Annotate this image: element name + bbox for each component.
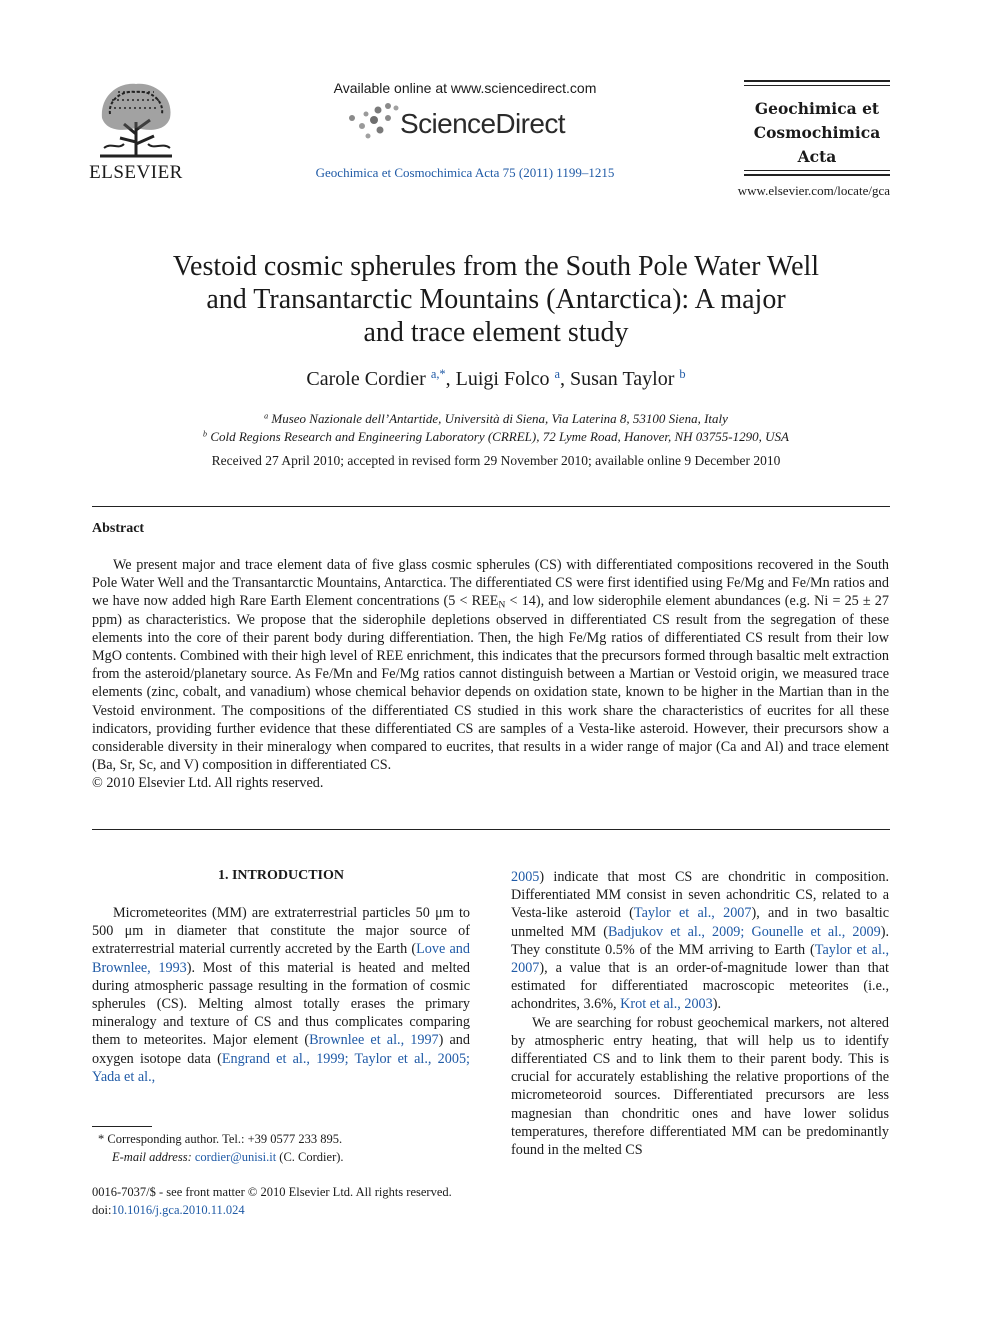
elsevier-tree-icon <box>94 78 178 160</box>
affiliation-key: b <box>203 429 208 439</box>
section-heading-introduction: 1. INTRODUCTION <box>217 868 344 883</box>
sciencedirect-logo[interactable] <box>344 100 594 146</box>
body-text: ), a value that is an order-of-magnitude lower than that estimated for differentiated macroscopic meteorites (i.e., achondrites, 3.6%, <box>511 960 889 1013</box>
journal-reference-link[interactable]: Geochimica et Cosmochimica Acta 75 (2011) 1199–1215 <box>315 165 615 180</box>
journal-title <box>744 97 890 169</box>
paper-title-line: and Transantarctic Mountains (Antarctica): A major <box>206 284 786 315</box>
sciencedirect-wordmark: ScienceDirect <box>400 108 565 139</box>
footnotes <box>92 1130 512 1166</box>
received-dates: Received 27 April 2010; accepted in revised form 29 November 2010; available online 9 December 2010 <box>211 453 781 468</box>
email-note <box>92 1148 512 1166</box>
intro-paragraph <box>511 868 889 1014</box>
affiliation-a <box>96 410 896 428</box>
journal-title-line: Acta <box>797 147 837 166</box>
author-separator: , <box>445 368 456 390</box>
abstract-copyright: © 2010 Elsevier Ltd. All rights reserved. <box>92 775 324 792</box>
doi-label: doi: <box>92 1203 112 1217</box>
email-link[interactable]: cordier@unisi.it <box>194 1150 277 1164</box>
abstract-text-part: We present major and trace element data of five glass cosmic spherules (CS) with differentiated compositions recovered in the South Pole Water Well and the Transantarctic Mountains, Antarctica. The differentiated CS were first identified using Fe/Mg and Fe/Mn ratios and we have now added high Rare Earth Element concentrations (5 < REE <box>92 557 889 610</box>
affiliations <box>96 410 896 446</box>
front-matter-copyright: 0016-7037/$ - see front matter © 2010 Elsevier Ltd. All rights reserved. <box>92 1185 452 1199</box>
journal-url[interactable]: www.elsevier.com/locate/gca <box>737 183 890 198</box>
citation-link[interactable]: Engrand et al., 1999; Taylor et al., 2005; Yada et al., <box>92 1050 470 1085</box>
footnote-rule <box>92 1126 152 1127</box>
abstract-body <box>92 556 889 793</box>
elsevier-logo <box>88 78 184 184</box>
author-affiliation-marker[interactable]: a <box>554 367 561 382</box>
citation-link[interactable]: Taylor et al., 2007 <box>633 905 752 922</box>
author-name[interactable]: Carole Cordier <box>306 368 426 390</box>
abstract-text-part: < 14), and low siderophile element abundances (e.g. Ni = 25 ± 27 ppm) as characteristics. We propose that the siderophile depletions observed in differentiated CS result from the segregation of these elements into the core of their parent body during differentiation. Then, the high Fe/Mg ratios of differentiated CS result from their low MgO contents. Combined with their high level of REE enrichment, this indicates that the precursors formed through basaltic melt extraction from the asteroid/planetary source. As Fe/Mn and Fe/Mg ratios cannot distinguish between a Martian or Vestoid origin, we measured trace elements (zinc, cobalt, and vanadium) whose chemical behavior depends on oxidation state, known to be higher in the Martian than in the Vestoid environment. The compositions of the differentiated CS studied in this work share the characteristics of eucrites for all these indicators, providing further evidence that these differentiated CS are samples of a Vesta-like asteroid. However, their precursors show a considerable diversity in their mineralogy when compared to eucrites, that results in a wider range of major (Ca and Al) and trace element (Ba, Sr, Sc, and V) composition in differentiated CS. <box>92 593 889 774</box>
abstract-heading: Abstract <box>92 521 145 536</box>
front-matter <box>92 1183 572 1219</box>
sciencedirect-dots-icon <box>344 102 400 142</box>
abstract-text <box>92 556 889 774</box>
paper-title <box>96 250 896 349</box>
email-label: E-mail address: <box>112 1150 192 1164</box>
journal-title-line: Geochimica et <box>754 99 880 118</box>
abstract-top-rule <box>92 506 890 507</box>
intro-right-column <box>511 868 889 1159</box>
paper-title-line: Vestoid cosmic spherules from the South Pole Water Well <box>172 251 820 282</box>
citation-link[interactable]: Krot et al., 2003 <box>620 996 713 1013</box>
corresponding-author-note: * Corresponding author. Tel.: +39 0577 233 895. <box>98 1132 343 1146</box>
citation-link[interactable]: Love and Brownlee, 1993 <box>92 941 470 976</box>
journal-title-line: Cosmochimica <box>753 123 881 142</box>
author-name[interactable]: Susan Taylor <box>570 368 675 390</box>
affiliation-key: a <box>264 411 269 421</box>
doi-line <box>92 1201 572 1219</box>
author-affiliation-marker[interactable]: a,* <box>430 367 446 382</box>
doi-link[interactable]: 10.1016/j.gca.2010.11.024 <box>111 1203 245 1217</box>
body-text: Micrometeorites (MM) are extraterrestrial particles 50 μm to 500 μm in diameter that constitute the major source of extraterrestrial material currently accreted by the Earth ( <box>92 905 470 958</box>
ree-subscript: N <box>498 599 506 611</box>
affiliation-b <box>96 428 896 446</box>
citation-link[interactable]: Badjukov et al., 2009; Gounelle et al., 2009 <box>607 923 881 940</box>
journal-title-box <box>744 80 890 176</box>
affiliation-text: Cold Regions Research and Engineering Laboratory (CRREL), 72 Lyme Road, Hanover, NH 03755-1290, USA <box>210 429 789 444</box>
author-separator: , <box>560 368 571 390</box>
available-online-text: Available online at www.sciencedirect.com <box>333 80 597 96</box>
author-name[interactable]: Luigi Folco <box>455 368 550 390</box>
author-affiliation-marker[interactable]: b <box>679 367 686 382</box>
body-text: ), and in two basaltic unmelted MM ( <box>511 905 889 940</box>
abstract-bottom-rule <box>92 829 890 830</box>
email-suffix: (C. Cordier). <box>276 1150 344 1164</box>
citation-link[interactable]: 2005 <box>511 869 540 885</box>
author-list <box>96 368 896 391</box>
body-text: ) indicate that most CS are chondritic in composition. Differentiated MM consist in seven achondritic CS, related to a Vesta-like asteroid ( <box>511 869 889 922</box>
body-text: ). They constitute 0.5% of the MM arriving to Earth ( <box>511 923 890 958</box>
body-text: ) and oxygen isotope data ( <box>92 1032 470 1067</box>
affiliation-text: Museo Nazionale dell’Antartide, Università di Siena, Via Laterina 8, 53100 Siena, Italy <box>271 411 728 426</box>
body-text: ). <box>712 996 722 1013</box>
paper-title-line: and trace element study <box>363 317 629 348</box>
intro-left-column <box>92 904 470 1086</box>
intro-paragraph: We are searching for robust geochemical markers, not altered by atmospheric entry heating, that will help us to identify differentiated CS and to link them to their parent body. This is crucial for accurately establishing the relative proportions of the micrometeoroid sources. Differentiated precursors are less magnesian than chondritic ones and have lower solidus temperatures, therefore differentiated MM can be predominantly found in the melted CS <box>511 1014 889 1159</box>
body-text: ). Most of this material is heated and melted during atmospheric passage resulting in the formation of cosmic spherules (CS). Melting almost totally erases the primary mineralogy and texture of CS and thus complicates comparing them to meteorites. Major element ( <box>92 959 470 1049</box>
citation-link[interactable]: Brownlee et al., 1997 <box>309 1032 439 1049</box>
citation-link[interactable]: Taylor et al., 2007 <box>511 941 889 977</box>
elsevier-wordmark: ELSEVIER <box>89 162 183 183</box>
